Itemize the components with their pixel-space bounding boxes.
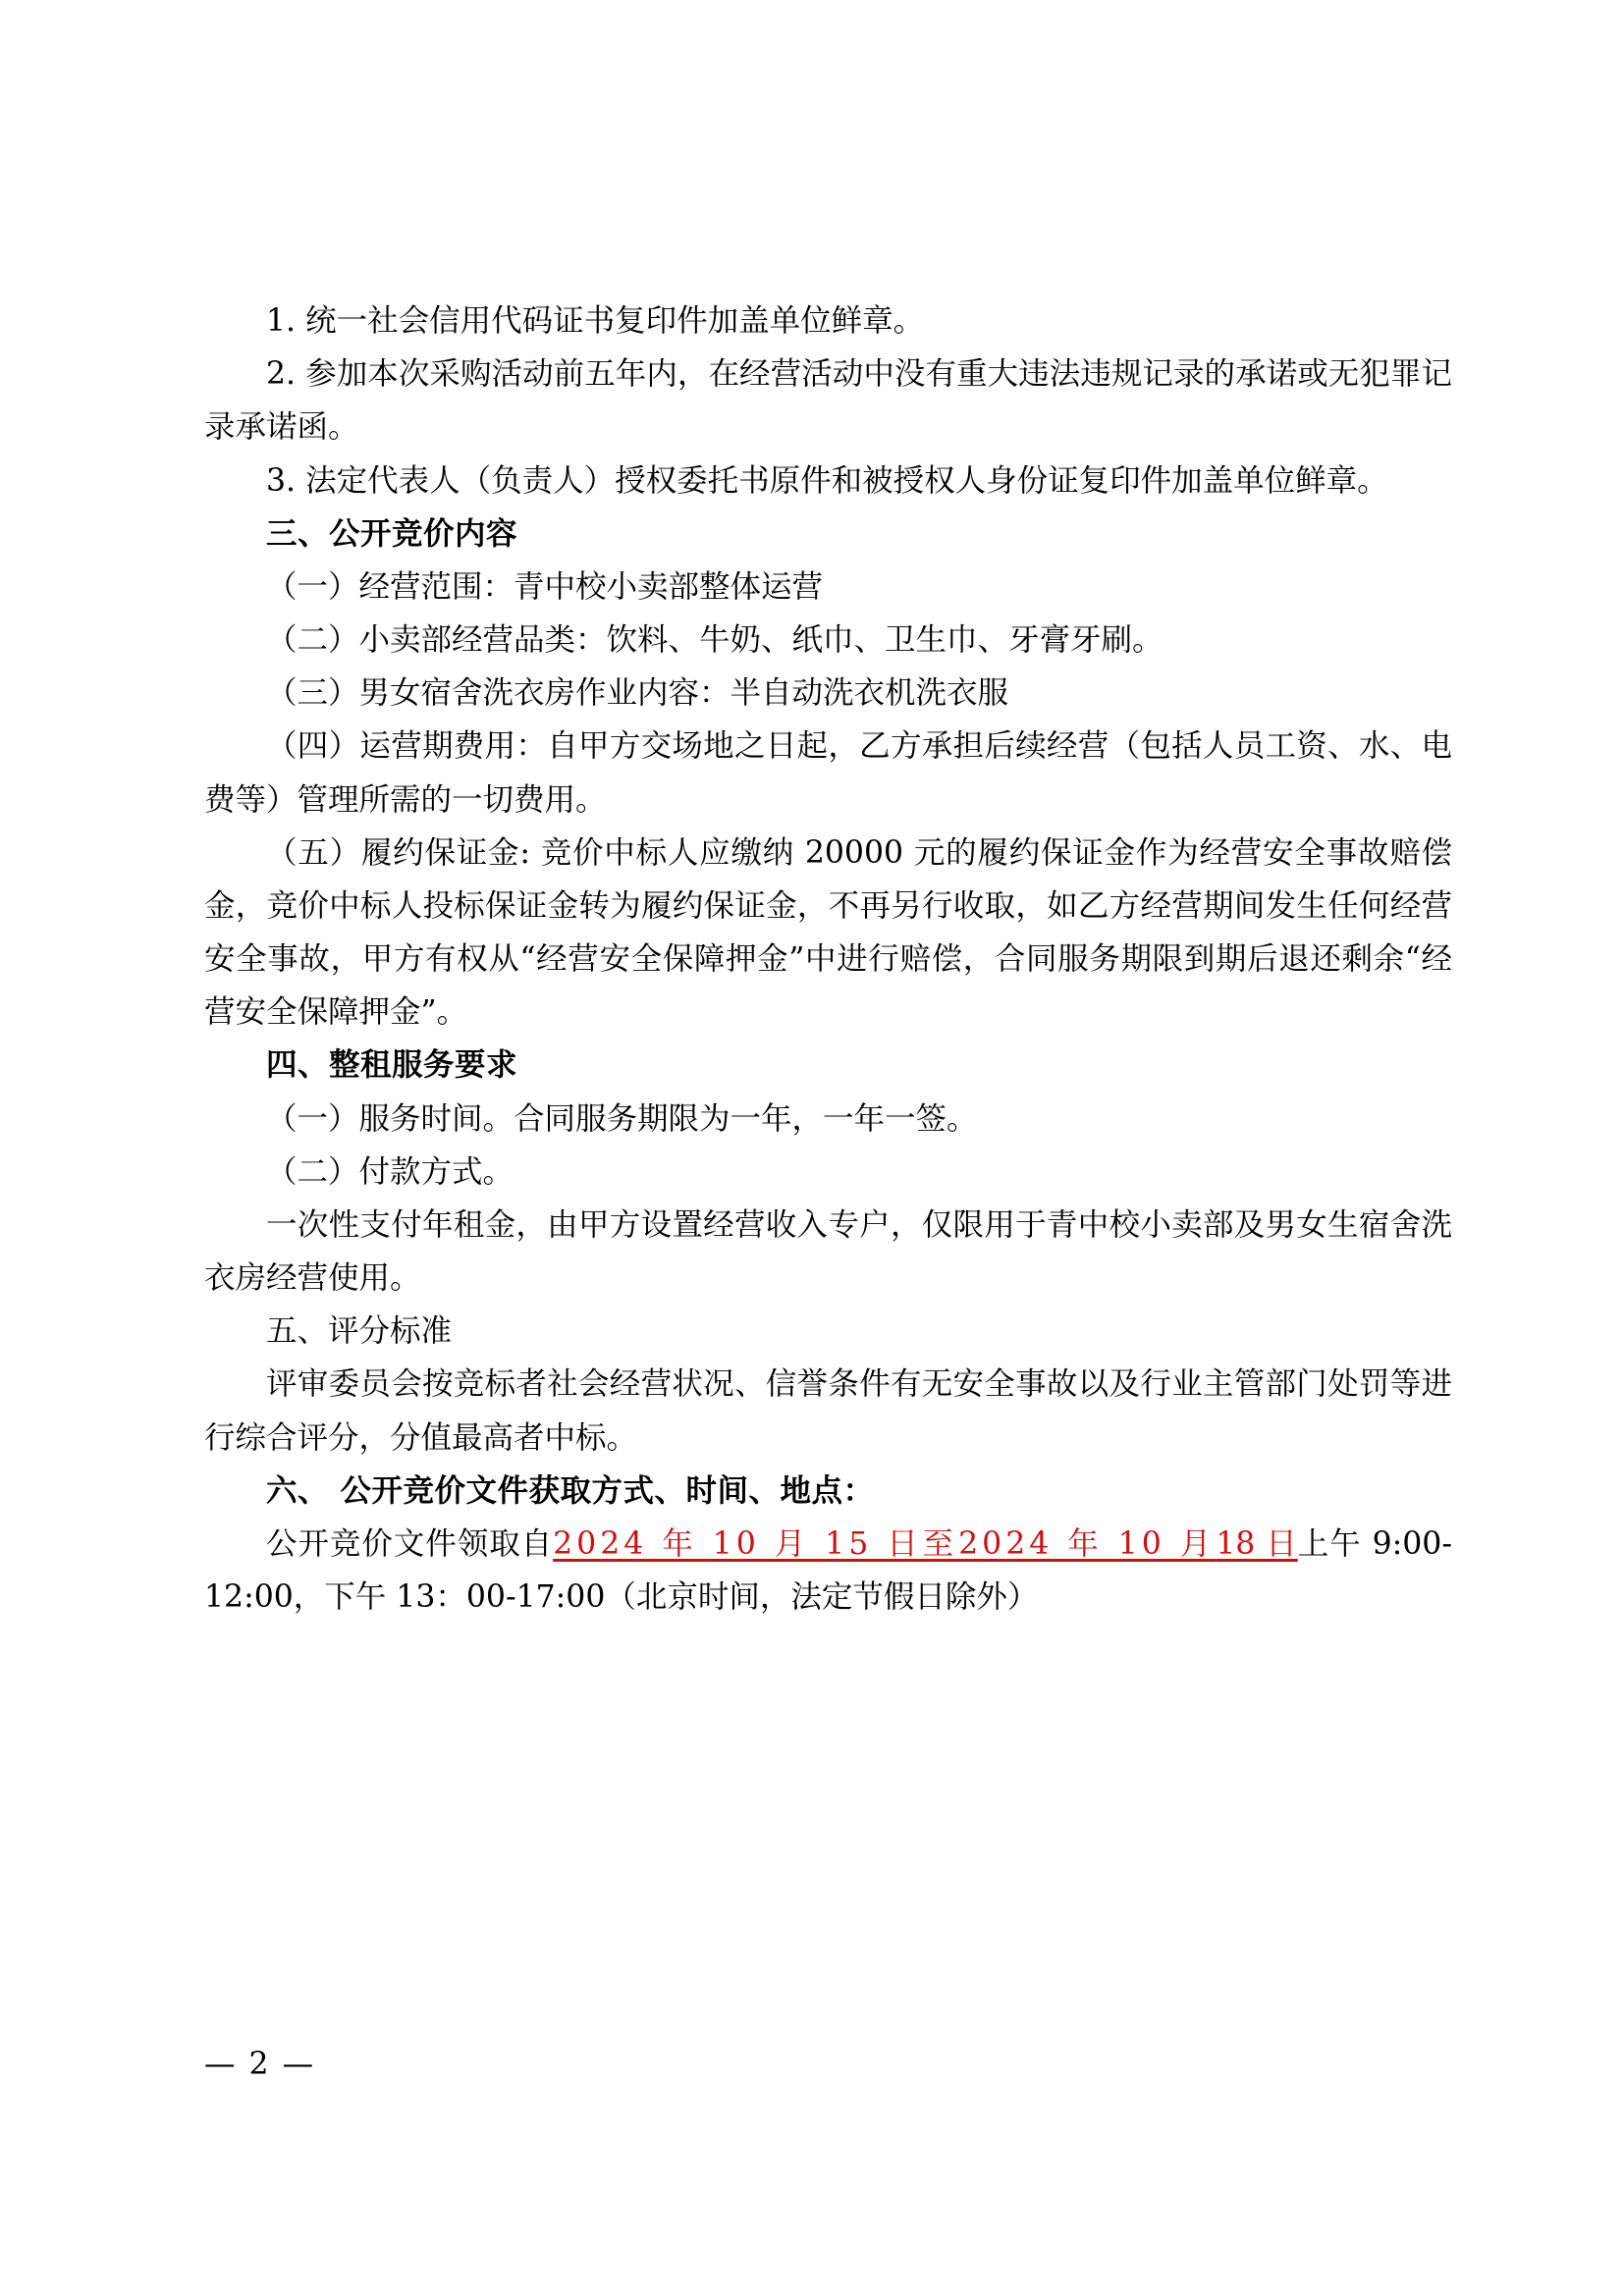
section-four-item-1: （一）服务时间。合同服务期限为一年，一年一签。 bbox=[266, 1100, 978, 1137]
pickup-date-end-highlight: 18 日 bbox=[1216, 1525, 1298, 1562]
list-item-1: 1. 统一社会信用代码证书复印件加盖单位鲜章。 bbox=[266, 303, 925, 339]
section-three-item-1: （一）经营范围：青中校小卖部整体运营 bbox=[266, 568, 824, 605]
section-heading-three: 三、公开竞价内容 bbox=[266, 515, 518, 552]
section-heading-four: 四、整租服务要求 bbox=[266, 1047, 518, 1084]
pickup-tail-text: 上午 9:00-12:00，下午 13：00-17:00（北京时间，法定节假日除外） bbox=[204, 1525, 1452, 1616]
list-item-2: 2. 参加本次采购活动前五年内，在经营活动中没有重大违法违规记录的承诺或无犯罪记录承诺函。 bbox=[204, 356, 1452, 446]
document-body bbox=[204, 294, 1452, 1624]
pickup-date-range-highlight: 2024 年 10 月 15 日至2024 年 10 月 bbox=[553, 1525, 1217, 1562]
section-three-item-5: （五）履约保证金: 竞价中标人应缴纳 20000 元的履约保证金作为经营安全事故赔偿金，竞价中标人投标保证金转为履约保证金，不再另行收取，如乙方经营期间发生任何经营安全事故，甲方有权从“经营安全保障押金”中进行赔偿，合同服务期限到期后退还剩余“经营安全保障押金”。 bbox=[204, 834, 1452, 1031]
section-heading-six: 六、 公开竞价文件获取方式、时间、地点： bbox=[266, 1472, 875, 1509]
section-four-item-3: 一次性支付年租金，由甲方设置经营收入专户，仅限用于青中校小卖部及男女生宿舍洗衣房经营使用。 bbox=[204, 1206, 1452, 1297]
section-four-item-2: （二）付款方式。 bbox=[266, 1153, 514, 1190]
pickup-lead-text: 公开竞价文件领取自 bbox=[266, 1525, 554, 1562]
section-three-item-4: （四）运营期费用：自甲方交场地之日起，乙方承担后续经营（包括人员工资、水、电费等）管理所需的一切费用。 bbox=[204, 728, 1452, 818]
list-item-3: 3. 法定代表人（负责人）授权委托书原件和被授权人身份证复印件加盖单位鲜章。 bbox=[266, 462, 1388, 499]
section-heading-five: 五、评分标准 bbox=[266, 1313, 453, 1350]
section-five-item-1: 评审委员会按竞标者社会经营状况、信誉条件有无安全事故以及行业主管部门处罚等进行综合评分，分值最高者中标。 bbox=[204, 1366, 1452, 1456]
section-three-item-2: （二）小卖部经营品类：饮料、牛奶、纸巾、卫生巾、牙膏牙刷。 bbox=[266, 622, 1164, 659]
document-pickup-paragraph bbox=[204, 1518, 1452, 1624]
page-number: — 2 — bbox=[204, 2047, 316, 2082]
section-three-item-3: （三）男女宿舍洗衣房作业内容：半自动洗衣机洗衣服 bbox=[266, 675, 1009, 712]
